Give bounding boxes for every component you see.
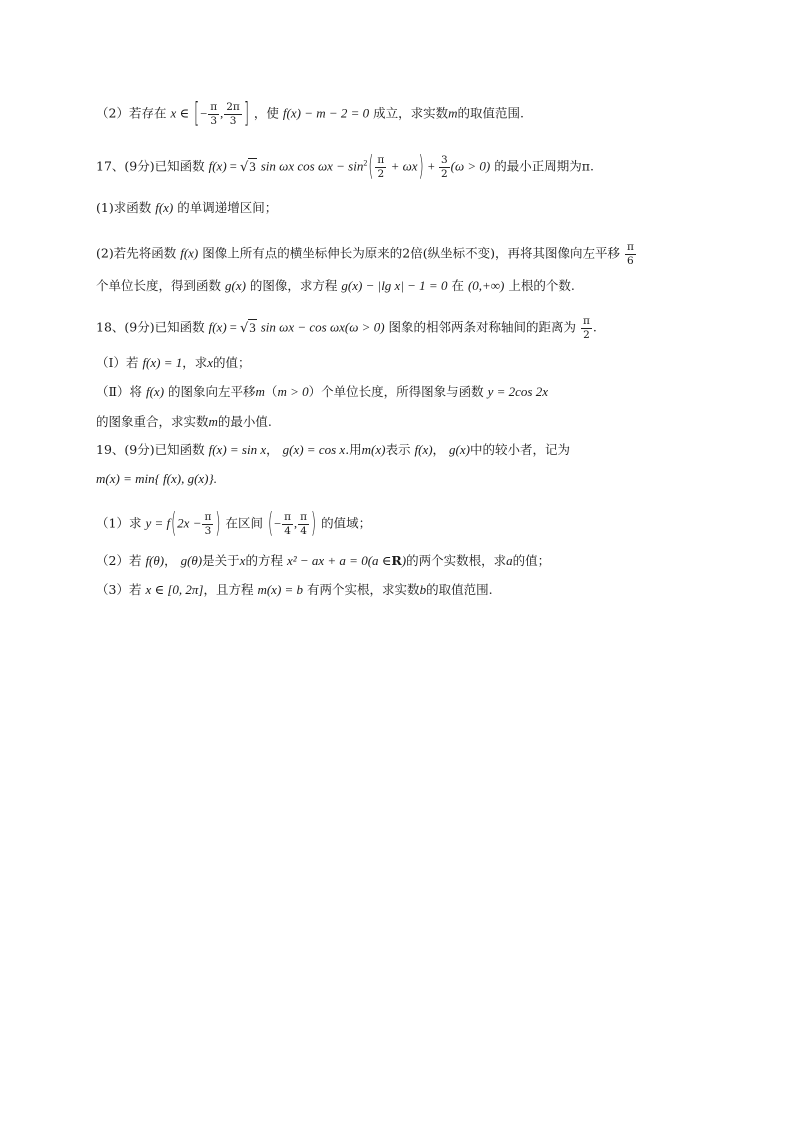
q17-part2: (2)若先将函数 f(x) 图像上所有点的横坐标伸长为原来的2倍(纵坐标不变)，再将其图像向左平移 $\frac{\pi}{6}$ — [96, 241, 634, 267]
q18-stem: 18、(9分)已知函数 f(x) = √3 sin ωx − cos ωx(ω > 0) 图象的相邻两条对称轴间的距离为 $\frac{\pi}{2}$ . — [96, 315, 597, 341]
q19-stem-cont: m(x) = min{ f(x), g(x)}. — [96, 471, 217, 486]
q19-part3: （3）若 x ∈ [0, 2π]，且方程 m(x) = b 有两个实根，求实数b的取值范围. — [96, 582, 493, 597]
q19-stem: 19、(9分)已知函数 f(x) = sin x， g(x) = cos x.用m(x)表示 f(x)， g(x)中的较小者，记为 — [96, 442, 570, 457]
q17-part2-cont: 个单位长度，得到函数 g(x) 的图像，求方程 g(x) − |lg x| − 1 = 0 在 (0,+∞) 上根的个数. — [96, 278, 575, 293]
q16-part2: （2）若存在 x ∈ [− $\frac{\pi}{3}$ , $\frac{2\pi}{3}$ ] ，使 f(x) − m − 2 = 0 成立，求实数m的取值范围. — [96, 98, 525, 130]
q18-part2: （Ⅱ）将 f(x) 的图象向左平移m（m > 0）个单位长度，所得图象与函数 y = 2cos 2x — [96, 384, 549, 399]
q18-part1: （Ⅰ）若 f(x) = 1，求x的值； — [96, 355, 251, 370]
q17-part1: (1)求函数 f(x) 的单调递增区间； — [96, 200, 278, 215]
q17-stem: 17、(9分)已知函数 f(x) = √3 sin ωx $\cos \omega x - \sin^2$( $\frac{\pi}{2}$ + ωx) + $\frac{3}{2}$ (ω > 0) 的最小正周期为π. — [96, 151, 594, 183]
q19-part2: （2）若 f(θ)， g(θ)是关于x的方程 x² − ax + a = 0(a ∈R)的两个实数根，求a的值； — [96, 553, 551, 568]
q19-part1: （1）求 y = f(2x − $\frac{\pi}{3}$ ) 在区间 (− $\frac{\pi}{4}$ , $\frac{\pi}{4}$ ) 的值域； — [96, 508, 372, 540]
q18-part2-cont: 的图象重合，求实数m的最小值. — [96, 414, 272, 429]
